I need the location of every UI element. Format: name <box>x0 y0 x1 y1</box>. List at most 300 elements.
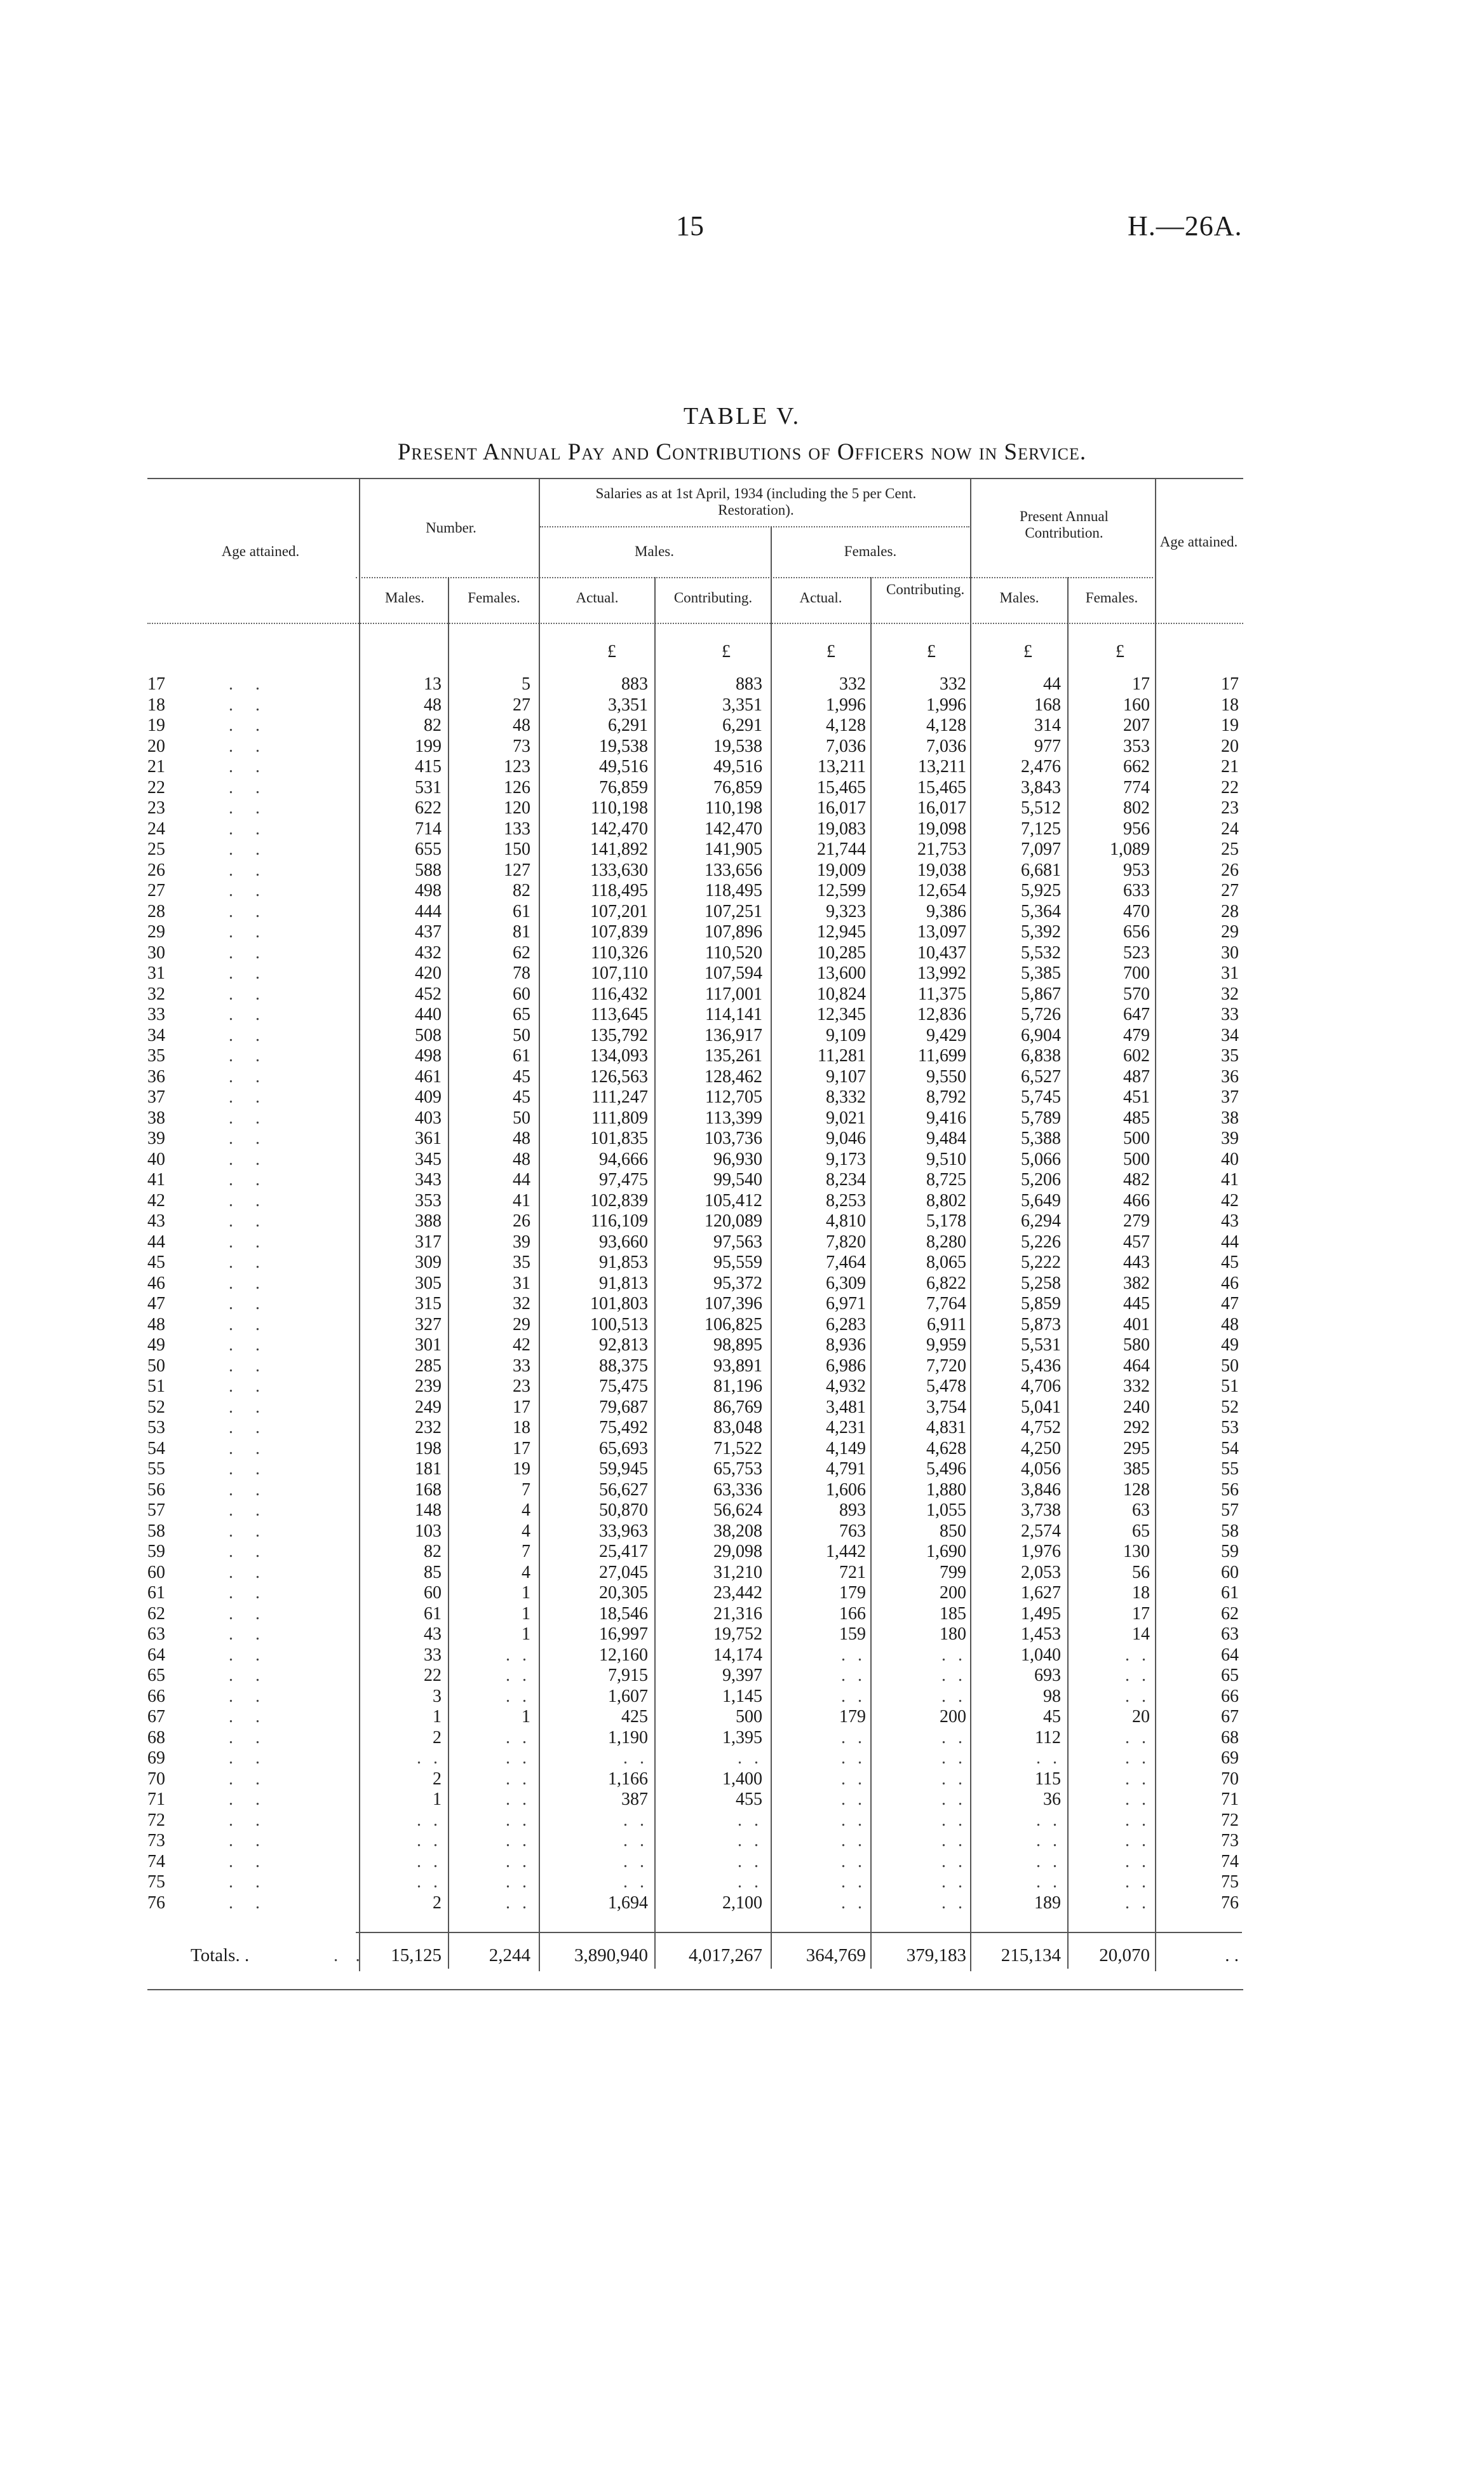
salary-females-actual-cell: 8,936 <box>826 1335 866 1355</box>
age-label: 63 <box>147 1624 165 1644</box>
leader-dots: . . <box>229 1479 269 1500</box>
age-label-right: 63 <box>1221 1624 1239 1644</box>
table-subtitle: Present Annual Pay and Contributions of Officers now in Service. <box>397 439 1087 465</box>
contribution-females-cell: . . <box>1125 1831 1150 1850</box>
age-label-right: 69 <box>1221 1748 1239 1768</box>
contribution-males-cell: 5,258 <box>1021 1273 1061 1293</box>
age-label-right: 39 <box>1221 1129 1239 1148</box>
salary-females-actual-cell: 9,107 <box>826 1066 866 1087</box>
age-label: 69 <box>147 1748 165 1768</box>
contribution-females-cell: 500 <box>1123 1129 1150 1148</box>
totals-con-males: 215,134 <box>1001 1945 1061 1966</box>
contribution-females-cell: 353 <box>1123 736 1150 756</box>
number-males-cell: 199 <box>415 736 442 756</box>
table-row <box>0 696 1484 715</box>
number-males-cell: 361 <box>415 1129 442 1148</box>
table-row <box>0 1666 1484 1685</box>
number-females-cell: . . <box>506 1666 530 1685</box>
age-label: 19 <box>147 716 165 735</box>
number-females-cell: 31 <box>513 1273 530 1293</box>
number-females-cell: 82 <box>513 881 530 900</box>
salary-males-contributing-cell: 128,462 <box>705 1066 762 1087</box>
table-row <box>0 737 1484 756</box>
salary-females-actual-cell: 179 <box>839 1583 866 1603</box>
contribution-females-cell: 953 <box>1123 860 1150 880</box>
age-label-right: 29 <box>1221 922 1239 942</box>
age-label: 30 <box>147 942 165 963</box>
leader-dots: . . <box>229 1727 269 1748</box>
table-row <box>0 1749 1484 1768</box>
salary-males-contributing-cell: . . <box>738 1810 762 1830</box>
age-label: 65 <box>147 1666 165 1685</box>
number-females-cell: 18 <box>513 1418 530 1437</box>
age-label: 35 <box>147 1046 165 1066</box>
number-males-cell: 353 <box>415 1190 442 1211</box>
contribution-females-cell: 14 <box>1132 1624 1150 1644</box>
salary-males-actual-cell: 33,963 <box>599 1521 648 1541</box>
salary-females-actual-cell: 6,283 <box>826 1314 866 1334</box>
salary-males-actual-cell: 111,809 <box>591 1108 648 1128</box>
age-label: 33 <box>147 1005 165 1024</box>
table-row <box>0 1501 1484 1520</box>
age-label-right: 73 <box>1221 1831 1239 1850</box>
salary-females-contributing-cell: 13,992 <box>917 963 966 983</box>
salary-males-actual-cell: 425 <box>621 1707 648 1727</box>
salary-females-contributing-cell: 13,097 <box>917 922 966 942</box>
salary-females-actual-cell: 9,323 <box>826 901 866 921</box>
number-males-cell: 13 <box>424 674 442 694</box>
salary-females-contributing-cell: 7,764 <box>926 1294 966 1314</box>
leader-dots: . . <box>229 1108 269 1128</box>
contribution-males-cell: 5,222 <box>1021 1253 1061 1272</box>
age-label-right: 53 <box>1221 1418 1239 1437</box>
salary-females-actual-cell: 15,465 <box>817 777 866 798</box>
leader-dots: . . <box>229 1129 269 1148</box>
salary-females-contributing-cell: 6,911 <box>927 1314 966 1334</box>
header-age-attained-right: Age attained. <box>1159 534 1238 550</box>
contribution-females-cell: 17 <box>1132 1603 1150 1624</box>
number-males-cell: 239 <box>415 1376 442 1396</box>
contribution-males-cell: 6,838 <box>1021 1046 1061 1066</box>
age-label-right: 74 <box>1221 1851 1239 1871</box>
salary-males-actual-cell: 116,109 <box>591 1211 648 1231</box>
salary-females-actual-cell: 4,791 <box>826 1459 866 1479</box>
age-label-right: 30 <box>1221 942 1239 963</box>
salary-females-actual-cell: 166 <box>839 1603 866 1624</box>
age-label-right: 43 <box>1221 1211 1239 1231</box>
age-label: 61 <box>147 1583 165 1603</box>
salary-females-contributing-cell: 11,699 <box>918 1046 966 1066</box>
salary-females-contributing-cell: 21,753 <box>917 839 966 859</box>
age-label: 71 <box>147 1789 165 1809</box>
salary-females-actual-cell: 1,996 <box>826 695 866 715</box>
age-label-right: 46 <box>1221 1273 1239 1293</box>
salary-females-contributing-cell: . . <box>941 1810 966 1830</box>
number-males-cell: 181 <box>415 1459 442 1479</box>
salary-females-contributing-cell: 15,465 <box>917 777 966 798</box>
salary-males-actual-cell: 20,305 <box>599 1583 648 1603</box>
salary-males-actual-cell: 116,432 <box>591 984 648 1004</box>
number-males-cell: 622 <box>415 798 442 818</box>
contribution-females-cell: 482 <box>1123 1170 1150 1190</box>
salary-females-actual-cell: 6,309 <box>826 1273 866 1293</box>
salary-females-actual-cell: 9,173 <box>826 1149 866 1169</box>
number-males-cell: 22 <box>424 1666 442 1685</box>
salary-males-contributing-cell: 883 <box>736 674 762 694</box>
salary-females-contributing-cell: 10,437 <box>917 942 966 963</box>
salary-females-contributing-cell: 4,128 <box>926 716 966 735</box>
age-label: 22 <box>147 777 165 798</box>
salary-males-contributing-cell: 9,397 <box>722 1666 762 1685</box>
number-females-cell: 1 <box>522 1707 530 1727</box>
contribution-males-cell: 5,364 <box>1021 901 1061 921</box>
salary-males-actual-cell: 141,892 <box>590 839 648 859</box>
contribution-females-cell: . . <box>1125 1686 1150 1706</box>
contribution-females-cell: 20 <box>1132 1707 1150 1727</box>
contribution-females-cell: 385 <box>1123 1459 1150 1479</box>
table-row <box>0 1377 1484 1396</box>
header-number-males: Males. <box>385 590 424 606</box>
salaries-group-rule <box>540 526 969 527</box>
salary-females-actual-cell: 13,600 <box>817 963 866 983</box>
salary-females-contributing-cell: 7,036 <box>926 736 966 756</box>
leader-dots: . . <box>229 1459 269 1479</box>
number-males-cell: 82 <box>424 716 442 735</box>
age-label-right: 54 <box>1221 1438 1239 1458</box>
salary-females-contributing-cell: 5,478 <box>926 1376 966 1396</box>
table-row <box>0 1026 1484 1045</box>
table-row <box>0 1873 1484 1892</box>
age-label: 57 <box>147 1500 165 1520</box>
contribution-females-cell: 580 <box>1123 1335 1150 1355</box>
salary-males-actual-cell: . . <box>623 1872 648 1892</box>
age-label: 75 <box>147 1872 165 1892</box>
contribution-males-cell: 5,388 <box>1021 1129 1061 1148</box>
leader-dots: . . <box>229 1707 269 1727</box>
contribution-females-cell: 17 <box>1132 674 1150 694</box>
leader-dots: . . <box>229 1851 269 1871</box>
salary-females-contributing-cell: 5,496 <box>926 1459 966 1479</box>
number-females-cell: 120 <box>504 798 530 818</box>
salary-females-contributing-cell: 200 <box>940 1583 966 1603</box>
salary-males-actual-cell: 107,110 <box>591 963 648 983</box>
leader-dots: . . <box>229 1542 269 1561</box>
number-males-cell: 168 <box>415 1479 442 1500</box>
salary-males-contributing-cell: 81,196 <box>713 1376 762 1396</box>
salary-females-contributing-cell: 9,484 <box>926 1129 966 1148</box>
number-females-cell: 127 <box>504 860 530 880</box>
contribution-females-cell: 464 <box>1123 1355 1150 1376</box>
table-row <box>0 1728 1484 1748</box>
age-label-right: 17 <box>1221 674 1239 694</box>
age-label-right: 45 <box>1221 1253 1239 1272</box>
leader-dots: . . <box>229 798 269 818</box>
salary-females-contributing-cell: 8,725 <box>926 1170 966 1190</box>
age-label: 49 <box>147 1335 165 1355</box>
age-label-right: 28 <box>1221 901 1239 921</box>
leader-dots: . . <box>229 1046 269 1066</box>
unit-sal-f-contributing: £ <box>927 642 936 662</box>
number-males-cell: 48 <box>424 695 442 715</box>
contribution-males-cell: 4,752 <box>1021 1418 1061 1437</box>
age-label-right: 68 <box>1221 1727 1239 1748</box>
age-label: 18 <box>147 695 165 715</box>
table-row <box>0 1233 1484 1252</box>
contribution-males-cell: 5,873 <box>1021 1314 1061 1334</box>
age-label: 24 <box>147 818 165 839</box>
totals-label: Totals. . <box>191 1945 250 1966</box>
age-label-right: 58 <box>1221 1521 1239 1541</box>
age-label: 45 <box>147 1253 165 1272</box>
age-label-right: 47 <box>1221 1294 1239 1314</box>
contribution-males-cell: 6,904 <box>1021 1025 1061 1045</box>
number-females-cell: 17 <box>513 1397 530 1417</box>
contribution-males-cell: 1,627 <box>1021 1583 1061 1603</box>
salary-females-actual-cell: . . <box>841 1645 866 1665</box>
salary-females-contributing-cell: 8,802 <box>926 1190 966 1211</box>
salary-males-contributing-cell: 103,736 <box>705 1129 762 1148</box>
salary-females-actual-cell: . . <box>841 1686 866 1706</box>
age-label: 25 <box>147 839 165 859</box>
salary-males-actual-cell: 126,563 <box>590 1066 648 1087</box>
contribution-females-cell: 240 <box>1123 1397 1150 1417</box>
contribution-females-cell: 128 <box>1123 1479 1150 1500</box>
table-row <box>0 1192 1484 1211</box>
contribution-males-cell: . . <box>1036 1851 1061 1871</box>
salary-males-contributing-cell: 106,825 <box>705 1314 762 1334</box>
salary-males-actual-cell: 27,045 <box>599 1562 648 1582</box>
table-row <box>0 1336 1484 1355</box>
salary-females-actual-cell: 893 <box>839 1500 866 1520</box>
salary-males-contributing-cell: 120,089 <box>705 1211 762 1231</box>
salary-females-contributing-cell: 12,654 <box>917 881 966 900</box>
number-males-cell: 498 <box>415 881 442 900</box>
age-label: 31 <box>147 963 165 983</box>
contribution-females-cell: 466 <box>1123 1190 1150 1211</box>
salary-females-contributing-cell: 9,386 <box>926 901 966 921</box>
totals-females: 2,244 <box>489 1945 530 1966</box>
number-males-cell: 588 <box>415 860 442 880</box>
number-males-cell: 345 <box>415 1149 442 1169</box>
number-males-cell: 305 <box>415 1273 442 1293</box>
number-males-cell: 2 <box>433 1892 442 1913</box>
contribution-females-cell: 295 <box>1123 1438 1150 1458</box>
age-label-right: 60 <box>1221 1562 1239 1582</box>
leader-dots: . . <box>229 1376 269 1396</box>
contribution-females-cell: 523 <box>1123 942 1150 963</box>
salary-females-actual-cell: 4,149 <box>826 1438 866 1458</box>
number-females-cell: 1 <box>522 1583 530 1603</box>
totals-sal-m-actual: 3,890,940 <box>574 1945 648 1966</box>
salary-females-actual-cell: 11,281 <box>818 1046 866 1066</box>
number-females-cell: 19 <box>513 1459 530 1479</box>
number-females-cell: . . <box>506 1851 530 1871</box>
leader-dots: . . <box>229 1253 269 1272</box>
salary-males-contributing-cell: 117,001 <box>705 984 762 1004</box>
salary-females-actual-cell: 13,211 <box>818 757 866 777</box>
age-label-right: 67 <box>1221 1707 1239 1727</box>
salary-males-contributing-cell: 500 <box>736 1707 762 1727</box>
contribution-males-cell: 977 <box>1034 736 1061 756</box>
number-females-cell: 60 <box>513 984 530 1004</box>
number-males-cell: 403 <box>415 1108 442 1128</box>
salary-females-contributing-cell: 9,416 <box>926 1108 966 1128</box>
salary-females-actual-cell: 179 <box>839 1707 866 1727</box>
table-row <box>0 1852 1484 1871</box>
age-label: 51 <box>147 1376 165 1396</box>
table-row <box>0 1646 1484 1665</box>
contribution-females-cell: 802 <box>1123 798 1150 818</box>
salary-males-actual-cell: 135,792 <box>590 1025 648 1045</box>
age-label-right: 76 <box>1221 1892 1239 1913</box>
table-row <box>0 1542 1484 1561</box>
number-females-cell: 5 <box>522 674 530 694</box>
age-label-right: 55 <box>1221 1459 1239 1479</box>
number-females-cell: 41 <box>513 1190 530 1211</box>
table-row <box>0 1088 1484 1107</box>
age-label: 36 <box>147 1066 165 1087</box>
age-label-right: 49 <box>1221 1335 1239 1355</box>
leader-dots: . . <box>229 942 269 963</box>
contribution-males-cell: 6,681 <box>1021 860 1061 880</box>
number-males-cell: . . <box>417 1810 442 1830</box>
age-label-right: 75 <box>1221 1872 1239 1892</box>
age-label-right: 31 <box>1221 963 1239 983</box>
age-label-right: 65 <box>1221 1666 1239 1685</box>
contribution-males-cell: 5,532 <box>1021 942 1061 963</box>
table-row <box>0 1831 1484 1850</box>
leader-dots: . . <box>229 777 269 798</box>
header-sal-m-actual: Actual. <box>576 590 619 606</box>
leader-dots: . . <box>229 1810 269 1830</box>
contribution-males-cell: . . <box>1036 1748 1061 1768</box>
age-label: 47 <box>147 1294 165 1314</box>
number-females-cell: . . <box>506 1831 530 1850</box>
number-females-cell: 26 <box>513 1211 530 1231</box>
age-label-right: 35 <box>1221 1046 1239 1066</box>
salary-females-actual-cell: 12,345 <box>817 1005 866 1024</box>
contribution-females-cell: 633 <box>1123 881 1150 900</box>
contribution-females-cell: 700 <box>1123 963 1150 983</box>
leader-dots: . . <box>229 1232 269 1252</box>
age-label: 38 <box>147 1108 165 1128</box>
salary-males-actual-cell: 101,803 <box>590 1294 648 1314</box>
salary-females-contributing-cell: . . <box>941 1892 966 1913</box>
number-females-cell: 27 <box>513 695 530 715</box>
contribution-males-cell: 4,056 <box>1021 1459 1061 1479</box>
number-females-cell: 32 <box>513 1294 530 1314</box>
number-males-cell: 420 <box>415 963 442 983</box>
salary-males-actual-cell: 134,093 <box>590 1046 648 1066</box>
number-males-cell: 61 <box>424 1603 442 1624</box>
age-label-right: 24 <box>1221 818 1239 839</box>
number-females-cell: 39 <box>513 1232 530 1252</box>
table-row <box>0 1708 1484 1727</box>
totals-top-rule <box>356 1932 1242 1933</box>
header-age-attained: Age attained. <box>221 543 300 559</box>
salary-females-contributing-cell: . . <box>941 1789 966 1809</box>
salary-males-actual-cell: 76,859 <box>599 777 648 798</box>
table-row <box>0 1418 1484 1437</box>
salary-females-actual-cell: . . <box>841 1831 866 1850</box>
age-label: 76 <box>147 1892 165 1913</box>
salary-males-actual-cell: 387 <box>621 1789 648 1809</box>
contribution-males-cell: 6,294 <box>1021 1211 1061 1231</box>
age-label-right: 26 <box>1221 860 1239 880</box>
table-row <box>0 1047 1484 1066</box>
salary-males-contributing-cell: 19,752 <box>713 1624 762 1644</box>
contribution-males-cell: 3,846 <box>1021 1479 1061 1500</box>
leader-dots: . . <box>229 984 269 1004</box>
salary-females-contributing-cell: . . <box>941 1851 966 1871</box>
contribution-females-cell: . . <box>1125 1872 1150 1892</box>
age-label-right: 64 <box>1221 1645 1239 1665</box>
salary-females-actual-cell: 7,820 <box>826 1232 866 1252</box>
salary-males-contributing-cell: 6,291 <box>722 716 762 735</box>
number-males-cell: 655 <box>415 839 442 859</box>
salary-females-actual-cell: 6,971 <box>826 1294 866 1314</box>
salary-females-contributing-cell: 180 <box>940 1624 966 1644</box>
salary-males-contributing-cell: 113,399 <box>705 1108 762 1128</box>
salary-females-contributing-cell: 5,178 <box>926 1211 966 1231</box>
age-label: 41 <box>147 1170 165 1190</box>
salary-males-contributing-cell: 19,538 <box>713 736 762 756</box>
header-number: Number. <box>426 520 476 536</box>
salary-females-actual-cell: 1,442 <box>826 1542 866 1561</box>
number-females-cell: 48 <box>513 1149 530 1169</box>
salary-females-contributing-cell: 13,211 <box>918 757 966 777</box>
contribution-males-cell: 45 <box>1043 1707 1061 1727</box>
age-label-right: 33 <box>1221 1005 1239 1024</box>
contribution-males-cell: 3,843 <box>1021 777 1061 798</box>
salary-females-contributing-cell: . . <box>941 1831 966 1850</box>
number-females-cell: 133 <box>504 818 530 839</box>
salary-males-contributing-cell: 93,891 <box>713 1355 762 1376</box>
table-row <box>0 1171 1484 1190</box>
contribution-males-cell: 1,495 <box>1021 1603 1061 1624</box>
contribution-females-cell: 207 <box>1123 716 1150 735</box>
contribution-females-cell: 332 <box>1123 1376 1150 1396</box>
table-row <box>0 1109 1484 1128</box>
contribution-males-cell: 1,040 <box>1021 1645 1061 1665</box>
salary-females-actual-cell: 3,481 <box>826 1397 866 1417</box>
salary-males-actual-cell: 110,326 <box>591 942 648 963</box>
header-salaries-females: Females. <box>844 543 897 559</box>
contribution-males-cell: 5,789 <box>1021 1108 1061 1128</box>
header-sal-m-contributing: Contributing. <box>673 590 753 606</box>
number-males-cell: 452 <box>415 984 442 1004</box>
contribution-males-cell: 5,066 <box>1021 1149 1061 1169</box>
number-males-cell: 388 <box>415 1211 442 1231</box>
leader-dots: . . <box>229 1686 269 1706</box>
age-label-right: 25 <box>1221 839 1239 859</box>
contribution-females-cell: 445 <box>1123 1294 1150 1314</box>
number-females-cell: 48 <box>513 1129 530 1148</box>
age-label: 37 <box>147 1087 165 1107</box>
contribution-males-cell: 1,976 <box>1021 1542 1061 1561</box>
contribution-males-cell: 98 <box>1043 1686 1061 1706</box>
leader-dots: . . <box>229 1149 269 1169</box>
salary-females-contributing-cell: 9,959 <box>926 1335 966 1355</box>
contribution-females-cell: . . <box>1125 1727 1150 1748</box>
table-row <box>0 1522 1484 1541</box>
contribution-females-cell: 656 <box>1123 922 1150 942</box>
salary-males-actual-cell: 1,607 <box>608 1686 648 1706</box>
table-row <box>0 1439 1484 1458</box>
number-females-cell: 1 <box>522 1603 530 1624</box>
salary-males-contributing-cell: . . <box>738 1831 762 1850</box>
contribution-females-cell: . . <box>1125 1748 1150 1768</box>
